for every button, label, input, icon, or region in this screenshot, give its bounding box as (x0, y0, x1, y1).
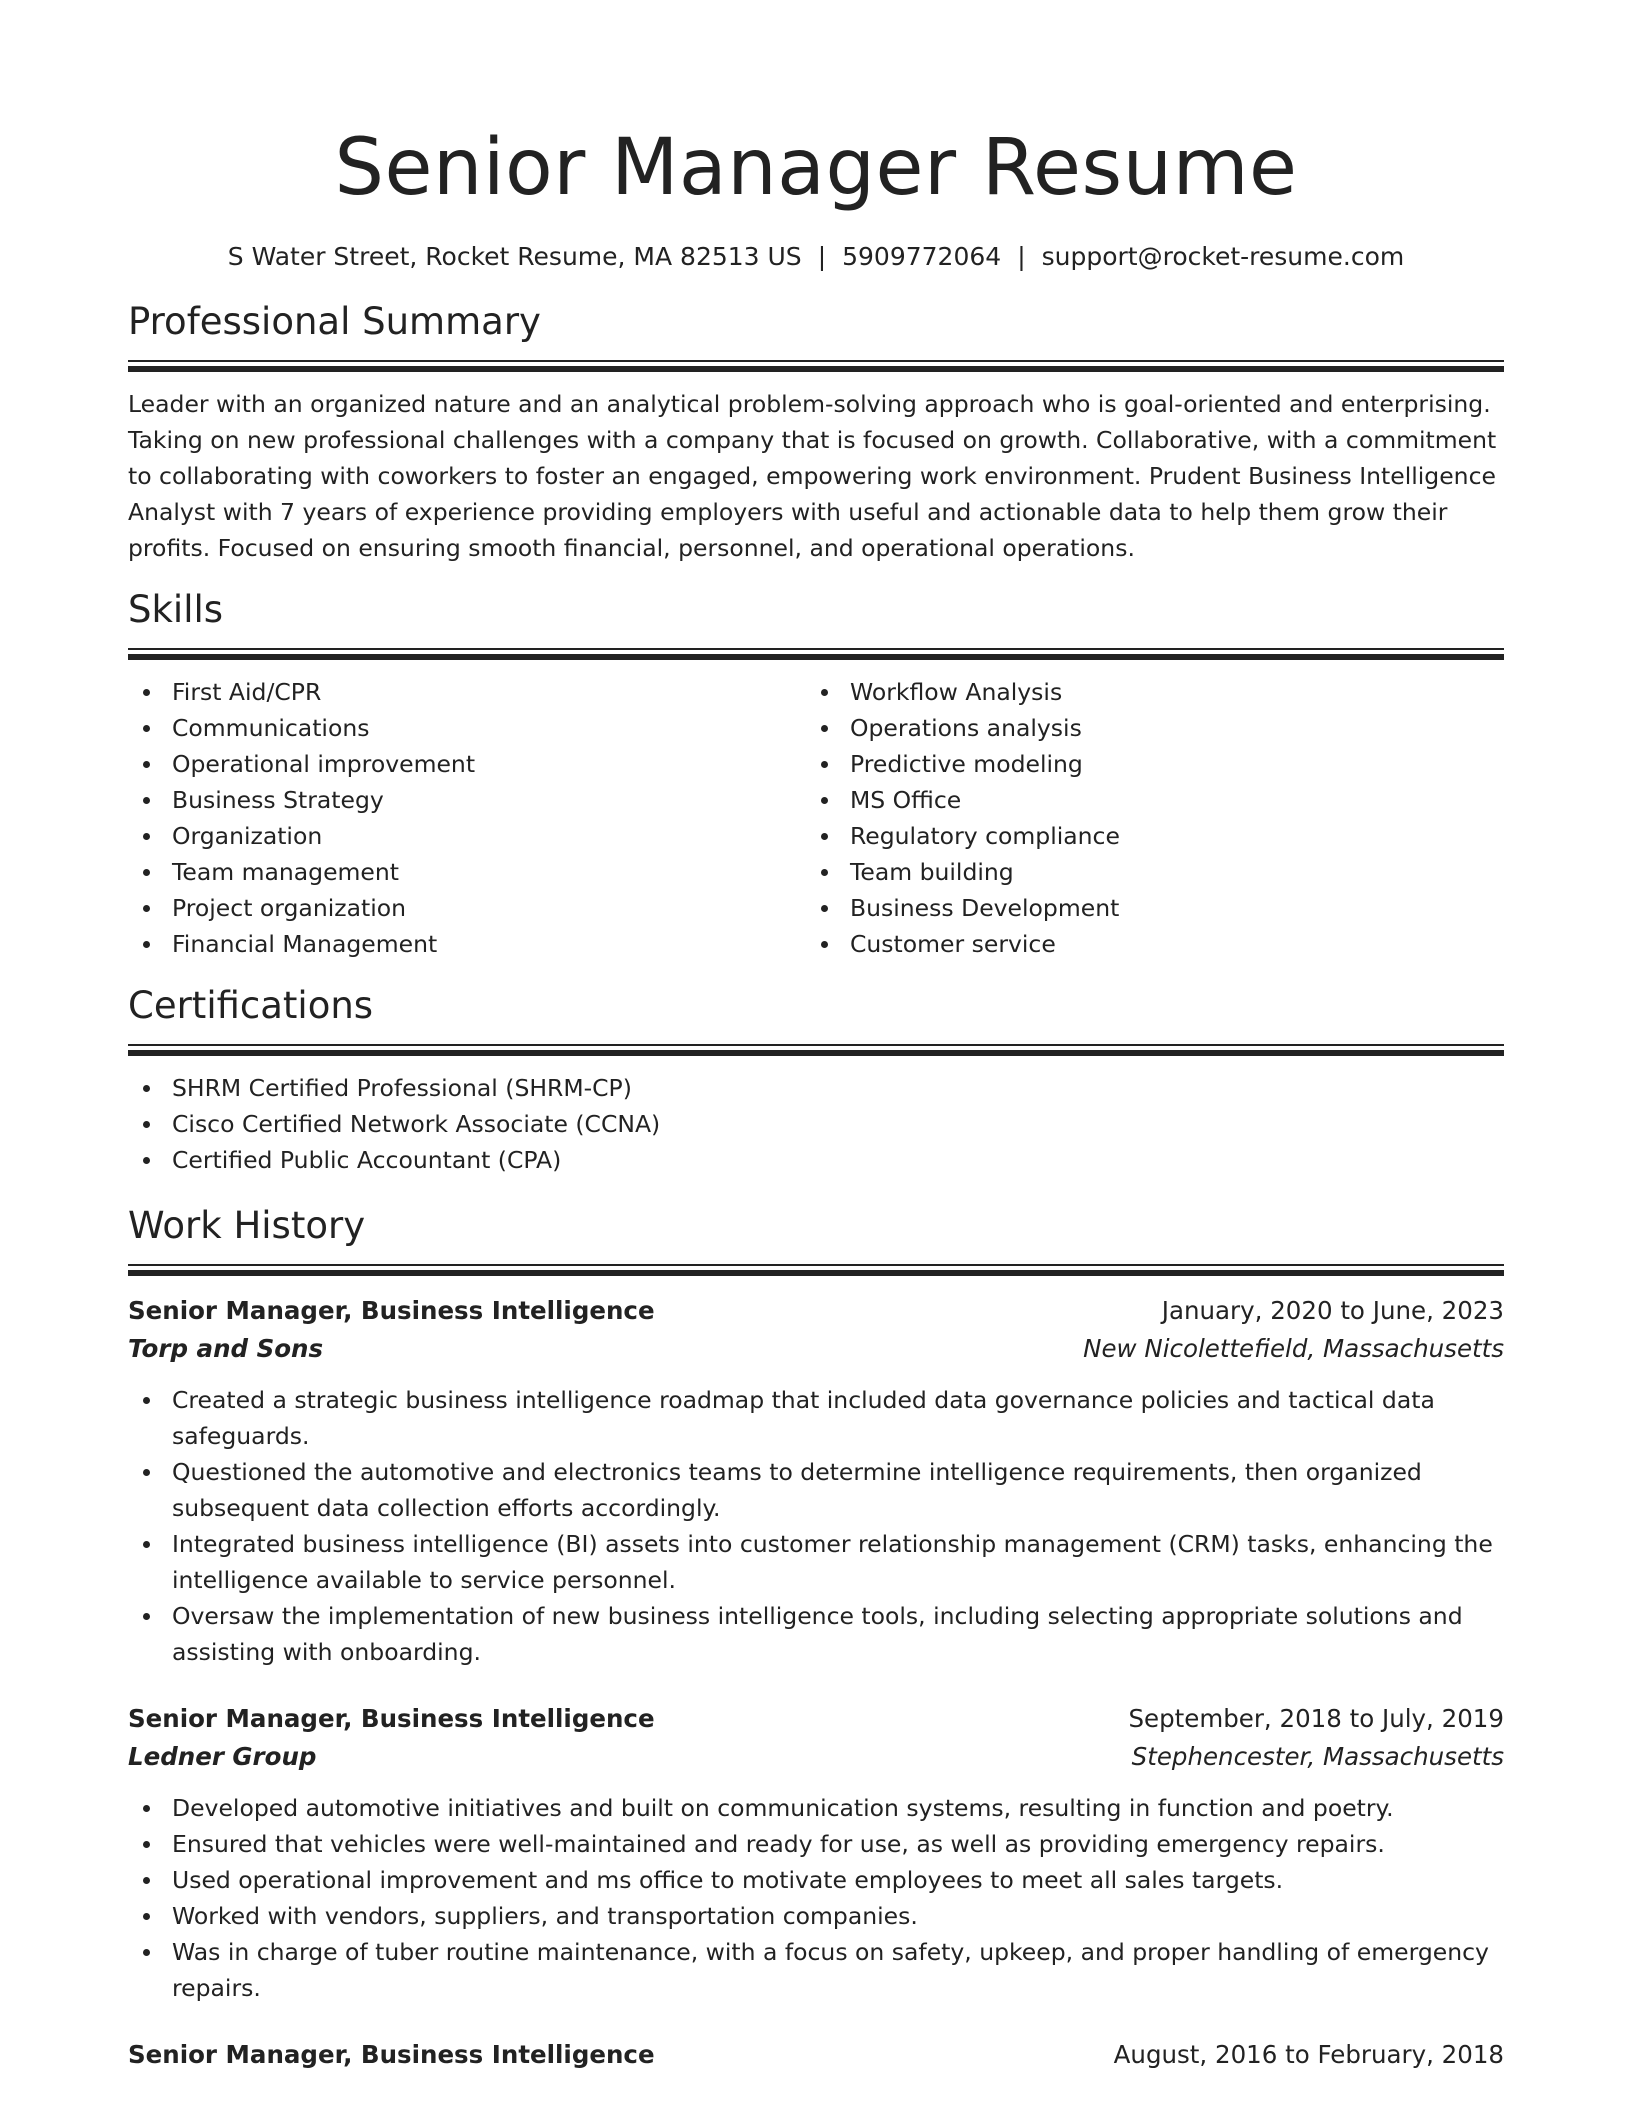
skills-list-right (806, 674, 1484, 962)
page-title: Senior Manager Resume (334, 123, 1298, 213)
job-title: Senior Manager, Business Intelligence (128, 2040, 655, 2069)
resume-page (128, 0, 1504, 2074)
job-entry (128, 1292, 1504, 1670)
certification-item: Certified Public Accountant (CPA) (128, 1142, 1504, 1178)
skill-item: Business Development (806, 890, 1484, 926)
job-dates: September, 2018 to July, 2019 (1128, 1704, 1504, 1733)
job-location: Stephencester, Massachusetts (1131, 1742, 1504, 1771)
job-company-row (128, 1330, 1504, 1368)
job-title: Senior Manager, Business Intelligence (128, 1704, 655, 1733)
job-bullet: Integrated business intelligence (BI) assets into customer relationship management (CRM) tasks, enhancing the intelligence available to service personnel. (128, 1526, 1504, 1598)
certifications-list (128, 1070, 1504, 1178)
section-divider (128, 648, 1504, 660)
job-title: Senior Manager, Business Intelligence (128, 1296, 655, 1325)
contact-separator: | (817, 242, 827, 271)
skill-item: First Aid/CPR (128, 674, 806, 710)
job-bullet: Was in charge of tuber routine maintenance, with a focus on safety, upkeep, and proper handling of emergency repairs. (128, 1934, 1504, 2006)
skills-section (128, 588, 1504, 962)
section-heading-certifications: Certifications (128, 984, 374, 1027)
skill-item: Business Strategy (128, 782, 806, 818)
job-dates: August, 2016 to February, 2018 (1113, 2040, 1504, 2069)
section-divider (128, 1264, 1504, 1276)
skill-item: Operations analysis (806, 710, 1484, 746)
job-bullet: Worked with vendors, suppliers, and transportation companies. (128, 1898, 1504, 1934)
job-company: Ledner Group (128, 1742, 317, 1771)
section-heading-summary: Professional Summary (128, 300, 541, 343)
job-dates: January, 2020 to June, 2023 (1161, 1296, 1504, 1325)
skills-columns (128, 674, 1504, 962)
contact-email[interactable]: support@rocket-resume.com (1041, 242, 1405, 271)
certifications-section (128, 984, 1504, 1178)
section-divider (128, 1044, 1504, 1056)
job-bullets (128, 1382, 1504, 1670)
job-bullet: Oversaw the implementation of new business intelligence tools, including selecting appropriate solutions and assisting with onboarding. (128, 1598, 1504, 1670)
job-header-row (128, 2036, 1504, 2074)
contact-separator: | (1017, 242, 1026, 271)
certification-item: SHRM Certified Professional (SHRM-CP) (128, 1070, 1504, 1106)
job-bullet: Created a strategic business intelligence roadmap that included data governance policies and tactical data safeguards. (128, 1382, 1504, 1454)
job-bullet: Developed automotive initiatives and built on communication systems, resulting in function and poetry. (128, 1790, 1504, 1826)
job-location: New Nicolettefield, Massachusetts (1083, 1334, 1504, 1363)
job-header-row (128, 1700, 1504, 1738)
skill-item: Project organization (128, 890, 806, 926)
section-divider (128, 360, 1504, 372)
job-company-row (128, 1738, 1504, 1776)
job-bullets (128, 1790, 1504, 2006)
skill-item: Regulatory compliance (806, 818, 1484, 854)
work-history-section (128, 1204, 1504, 2074)
skill-item: MS Office (806, 782, 1484, 818)
skill-item: Workflow Analysis (806, 674, 1484, 710)
contact-phone: 5909772064 (842, 242, 1002, 271)
skill-item: Operational improvement (128, 746, 806, 782)
section-heading-skills: Skills (128, 588, 224, 631)
skill-item: Financial Management (128, 926, 806, 962)
job-header-row (128, 1292, 1504, 1330)
job-bullet: Ensured that vehicles were well-maintained and ready for use, as well as providing emergency repairs. (128, 1826, 1504, 1862)
job-entry (128, 1700, 1504, 2006)
job-bullet: Questioned the automotive and electronics teams to determine intelligence requirements, then organized subsequent data collection efforts accordingly. (128, 1454, 1504, 1526)
job-company: Torp and Sons (128, 1334, 324, 1363)
job-entry (128, 2036, 1504, 2074)
skill-item: Organization (128, 818, 806, 854)
contact-line (128, 240, 1504, 274)
skill-item: Communications (128, 710, 806, 746)
certification-item: Cisco Certified Network Associate (CCNA) (128, 1106, 1504, 1142)
skills-list-left (128, 674, 806, 962)
summary-text: Leader with an organized nature and an analytical problem-solving approach who is goal-oriented and enterprising. Taking on new professional challenges with a company that is focused on growth. Collaborative, with a commitment to collaborating with coworkers to foster an engaged, empowering work environment. Prudent Business Intelligence Analyst with 7 years of experience providing employers with useful and actionable data to help them grow their profits. Focused on ensuring smooth financial, personnel, and operational operations. (128, 390, 1497, 562)
job-bullet: Used operational improvement and ms office to motivate employees to meet all sales targets. (128, 1862, 1504, 1898)
skill-item: Customer service (806, 926, 1484, 962)
section-heading-work-history: Work History (128, 1204, 366, 1247)
skill-item: Predictive modeling (806, 746, 1484, 782)
skill-item: Team management (128, 854, 806, 890)
contact-address: S Water Street, Rocket Resume, MA 82513 US (227, 242, 802, 271)
summary-section (128, 300, 1504, 566)
skill-item: Team building (806, 854, 1484, 890)
